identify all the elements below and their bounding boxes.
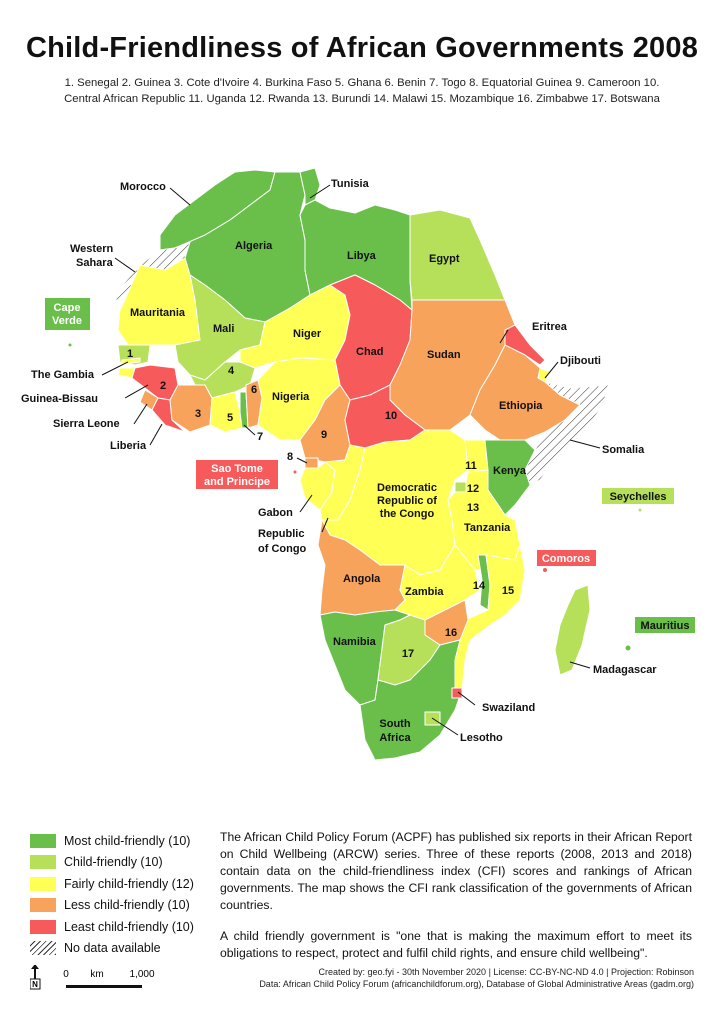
label-seychelles: Seychelles [609, 491, 667, 503]
legend-swatch-fairly [30, 877, 56, 891]
north-label: N [32, 980, 38, 989]
label-sudan: Sudan [427, 349, 461, 361]
north-arrow-icon [30, 965, 40, 989]
country-number-7: 7 [256, 431, 264, 443]
label-mauritius: Mauritius [640, 620, 690, 632]
label-tanzania: Tanzania [464, 522, 511, 534]
country-number-10: 10 [384, 410, 398, 422]
label-western-sahara-1: Western [70, 243, 114, 255]
label-sao-tome-2: and Principe [203, 476, 271, 488]
label-nigeria: Nigeria [272, 391, 310, 403]
country-guinea [132, 365, 178, 400]
subtitle-line-1: 1. Senegal 2. Guinea 3. Cote d'Ivoire 4. Burkina Faso 5. Ghana 6. Benin 7. Togo 8. Equatorial Guinea 9. Cameroon 10. [64, 77, 660, 89]
credits-line-1: Created by: geo.fyi - 30th November 2020 | License: CC-BY-NC-ND 4.0 | Projection: Robinson [318, 967, 694, 977]
country-sao-tome [293, 470, 297, 474]
legend [30, 830, 220, 959]
country-number-8: 8 [286, 451, 294, 463]
country-rwanda [455, 482, 466, 492]
country-number-1: 1 [126, 348, 134, 360]
label-congo-1: Republic [258, 528, 305, 540]
label-drc-1: Democratic [377, 482, 437, 494]
credits-line-2: Data: African Child Policy Forum (africanchildforum.org), Database of Global Administrative Areas (gadm.org) [259, 979, 694, 989]
label-gabon: Gabon [258, 507, 293, 519]
label-congo-2: of Congo [258, 543, 307, 555]
legend-item-child [30, 852, 220, 874]
label-sao-tome-1: Sao Tome [211, 463, 263, 475]
label-liberia: Liberia [110, 440, 147, 452]
legend-swatch-least [30, 920, 56, 934]
country-madagascar [555, 585, 590, 675]
scale-unit: km [90, 969, 104, 980]
label-cape-verde-2: Verde [52, 315, 82, 327]
label-comoros: Comoros [541, 553, 591, 565]
label-drc-3: the Congo [379, 508, 435, 520]
description [220, 829, 692, 976]
legend-label-most: Most child-friendly (10) [64, 833, 191, 848]
label-cape-verde-1: Cape [53, 302, 81, 314]
label-sierra-leone: Sierra Leone [53, 418, 120, 430]
label-egypt: Egypt [429, 253, 460, 265]
label-djibouti: Djibouti [560, 355, 601, 367]
legend-label-less: Less child-friendly (10) [64, 898, 190, 913]
country-number-15: 15 [501, 585, 515, 597]
description-paragraph-1: The African Child Policy Forum (ACPF) has published six reports in their African Report on Child Wellbeing (ARCW) series. Three of these reports (2008, 2013 and 2018) contain data on the child-friendliness index (CFI) scores and rankings of African governments. The map shows the CFI rank classification of the governments of African countries. [220, 830, 692, 912]
country-mauritius [625, 645, 631, 651]
scale-zero: 0 [63, 969, 69, 980]
country-number-6: 6 [250, 384, 258, 396]
country-number-9: 9 [320, 429, 328, 441]
label-south-africa-2: Africa [379, 732, 411, 744]
legend-item-fairly [30, 873, 220, 895]
country-number-4: 4 [227, 365, 235, 377]
label-namibia: Namibia [333, 636, 376, 648]
country-seychelles [638, 508, 642, 512]
label-madagascar: Madagascar [593, 664, 657, 676]
legend-item-most [30, 830, 220, 852]
country-number-13: 13 [466, 502, 480, 514]
legend-swatch-nodata [30, 941, 56, 955]
country-number-12: 12 [466, 483, 480, 495]
country-number-16: 16 [444, 627, 458, 639]
label-drc-2: Republic of [377, 495, 437, 507]
country-number-14: 14 [472, 580, 486, 592]
label-niger: Niger [293, 328, 322, 340]
label-western-sahara-2: Sahara [76, 257, 113, 269]
label-chad: Chad [356, 346, 384, 358]
label-libya: Libya [347, 250, 376, 262]
legend-label-child: Child-friendly (10) [64, 855, 163, 870]
label-mali: Mali [213, 323, 235, 335]
label-algeria: Algeria [235, 240, 273, 252]
label-somalia: Somalia [602, 444, 645, 456]
label-zambia: Zambia [405, 586, 444, 598]
country-number-3: 3 [194, 408, 202, 420]
label-kenya: Kenya [493, 465, 527, 477]
country-number-5: 5 [226, 412, 234, 424]
label-mauritania: Mauritania [130, 307, 186, 319]
label-ethiopia: Ethiopia [499, 400, 543, 412]
country-number-2: 2 [159, 380, 167, 392]
country-mauritania [118, 258, 200, 345]
label-swaziland: Swaziland [482, 702, 536, 714]
scale-max: 1,000 [129, 969, 155, 980]
scale-bar [30, 965, 230, 995]
country-number-17: 17 [401, 648, 415, 660]
legend-label-fairly: Fairly child-friendly (12) [64, 876, 194, 891]
legend-item-less [30, 895, 220, 917]
legend-item-least [30, 916, 220, 938]
legend-item-nodata [30, 938, 220, 960]
country-cape-verde [68, 343, 72, 347]
label-the-gambia: The Gambia [31, 369, 94, 381]
label-morocco: Morocco [120, 181, 166, 193]
legend-swatch-most [30, 834, 56, 848]
country-swaziland [452, 688, 462, 698]
label-tunisia: Tunisia [331, 178, 369, 190]
legend-swatch-less [30, 898, 56, 912]
credits [259, 966, 694, 990]
subtitle-line-2: Central African Republic 11. Uganda 12. Rwanda 13. Burundi 14. Malawi 15. Mozambique 16. Zimbabwe 17. Botswana [64, 93, 660, 105]
label-guinea-bissau: Guinea-Bissau [21, 393, 99, 405]
label-angola: Angola [343, 573, 381, 585]
label-south-africa-1: South [379, 718, 411, 730]
map-title: Child-Friendliness of African Governments 2008 [25, 32, 699, 64]
legend-label-nodata: No data available [64, 941, 161, 956]
legend-swatch-child [30, 855, 56, 869]
label-lesotho: Lesotho [460, 732, 503, 744]
country-comoros [543, 568, 548, 573]
country-number-11: 11 [465, 460, 477, 472]
legend-label-least: Least child-friendly (10) [64, 919, 194, 934]
label-eritrea: Eritrea [532, 321, 567, 333]
description-paragraph-2: A child friendly government is "one that is making the maximum effort to meet its obligations to respect, protect and fulfil child rights, and ensure child wellbeing". [220, 929, 692, 960]
